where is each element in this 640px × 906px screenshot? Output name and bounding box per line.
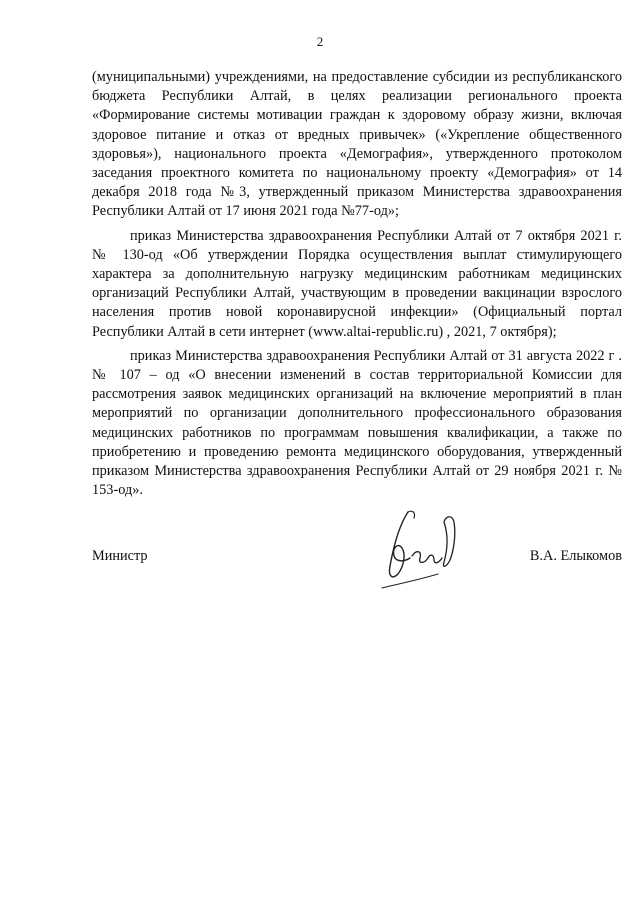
signer-position: Министр (92, 548, 148, 564)
document-body (92, 68, 622, 505)
signer-name: В.А. Елыкомов (529, 548, 622, 564)
paragraph-order-130: приказ Министерства здравоохранения Республики Алтай от 7 октября 2021 г. № 130-од «Об утверждении Порядка осуществления выплат стимулирующего характера за дополнительную нагрузку медицинским работникам медицинских организаций Республики Алтай, участвующим в проведении вакцинации взрослого населения против новой коронавирусной инфекции» (Официальный портал Республики Алтай в сети интернет (www.altai-republic.ru) , 2021, 7 октября); (92, 227, 622, 340)
page-number: 2 (316, 34, 324, 49)
paragraph-order-107: приказ Министерства здравоохранения Республики Алтай от 31 августа 2022 г .№ 107 – од «О внесении изменений в состав территориальной Комиссии для рассмотрения заявок медицинских организаций на включение мероприятий в план мероприятий по организации дополнительного профессионального образования медицинских работников по программам повышения квалификации, а также по приобретению и проведению ремонта медицинского оборудования, утвержденный приказом Министерства здравоохранения Республики Алтай от 29 ноября 2021 г. № 153-од». (92, 347, 622, 499)
handwritten-signature-icon (368, 504, 468, 594)
signature-block (92, 548, 622, 578)
paragraph-continuation: (муниципальными) учреждениями, на предоставление субсидии из республиканского бюджета Республики Алтай, в целях реализации регионального проекта «Формирование системы мотивации граждан к здоровому образу жизни, включая здоровое питание и отказ от вредных привычек» («Укрепление общественного здоровья»), национального проекта «Демография», утвержденного протоколом заседания проектного комитета по национальному проекту «Демография» от 14 декабря 2018 года №3, утвержденный приказом Министерства здравоохранения Республики Алтай от 17 июня 2021 года №77-од»; (92, 69, 622, 220)
